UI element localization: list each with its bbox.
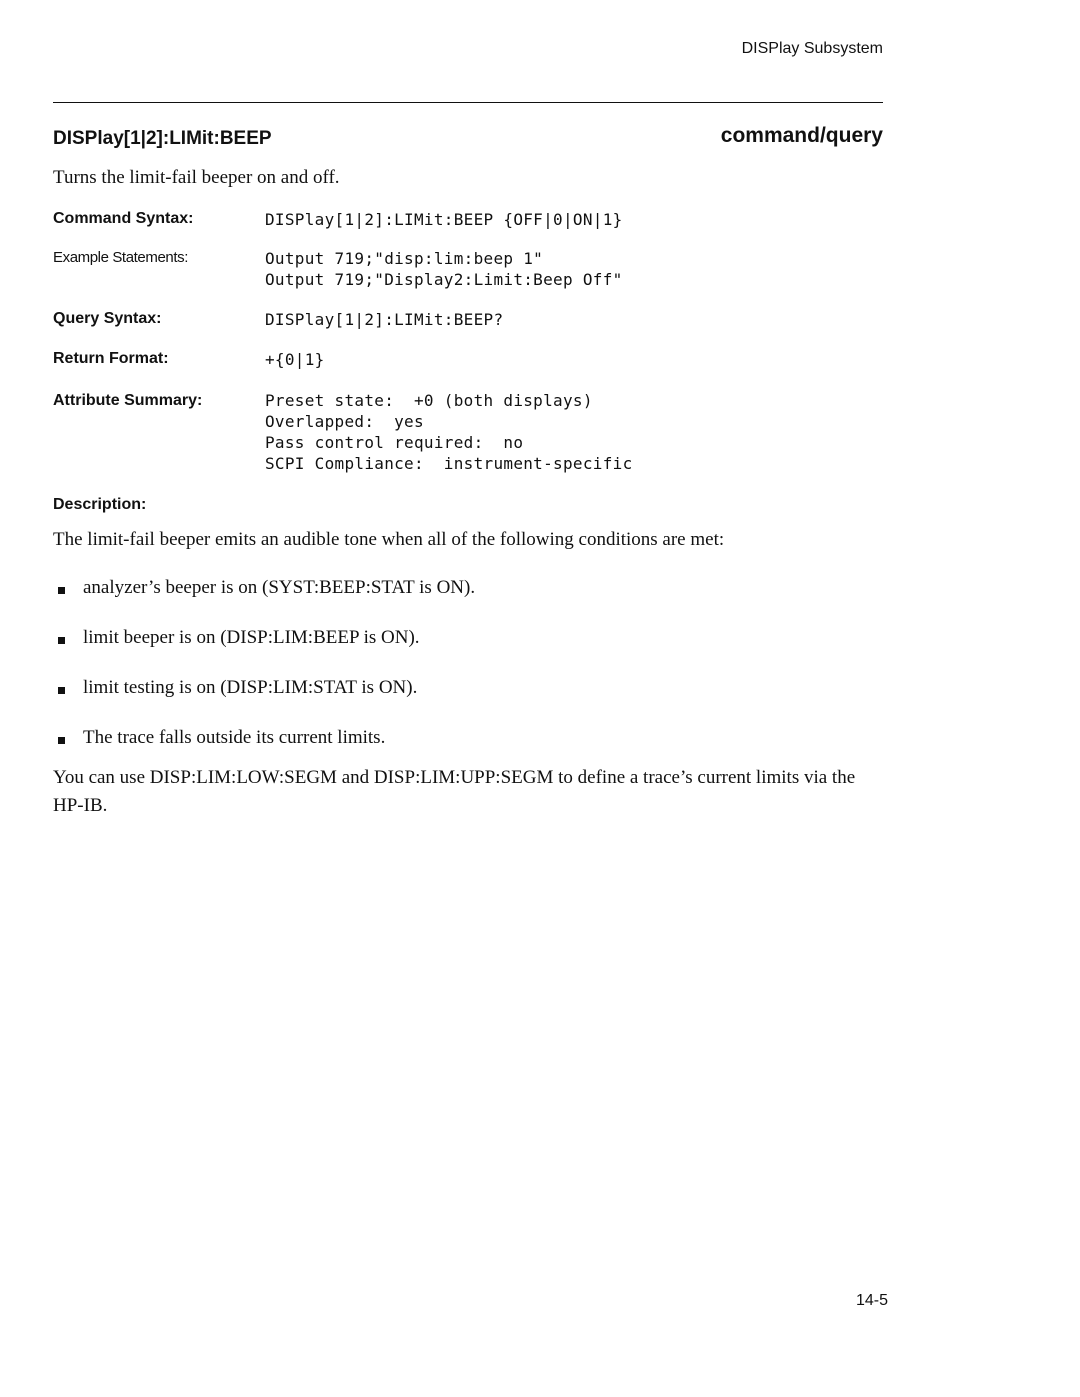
list-item-text: The trace falls outside its current limits. xyxy=(83,727,386,748)
command-title: DISPlay[1|2]:LIMit:BEEP xyxy=(53,128,272,149)
query-syntax-label: Query Syntax: xyxy=(53,310,162,327)
bullet-icon xyxy=(58,687,65,694)
list-item-text: limit beeper is on (DISP:LIM:BEEP is ON). xyxy=(83,627,420,648)
list-item-text: analyzer’s beeper is on (SYST:BEEP:STAT is ON). xyxy=(83,577,476,598)
command-type: command/query xyxy=(720,124,883,147)
list-item xyxy=(58,677,417,699)
example-statements-label: Example Statements: xyxy=(53,249,188,266)
bullet-icon xyxy=(58,737,65,744)
attribute-line: Overlapped: yes xyxy=(265,412,424,431)
list-item xyxy=(58,727,385,749)
command-syntax-value: DISPlay[1|2]:LIMit:BEEP {OFF|0|ON|1} xyxy=(265,210,623,229)
description-heading: Description: xyxy=(53,496,147,513)
list-item xyxy=(58,577,475,599)
list-item-text: limit testing is on (DISP:LIM:STAT is ON). xyxy=(83,677,418,698)
list-item xyxy=(58,627,420,649)
command-syntax-label: Command Syntax: xyxy=(53,210,194,227)
header-rule xyxy=(53,102,883,103)
attribute-line: SCPI Compliance: instrument-specific xyxy=(265,454,633,473)
bullet-icon xyxy=(58,637,65,644)
query-syntax-value: DISPlay[1|2]:LIMit:BEEP? xyxy=(265,310,504,329)
attribute-line: Preset state: +0 (both displays) xyxy=(265,391,593,410)
command-summary: Turns the limit-fail beeper on and off. xyxy=(53,167,340,188)
description-intro: The limit-fail beeper emits an audible tone when all of the following conditions are met: xyxy=(53,529,725,550)
bullet-icon xyxy=(58,587,65,594)
attribute-summary-label: Attribute Summary: xyxy=(53,392,203,409)
example-statement-line: Output 719;"Display2:Limit:Beep Off" xyxy=(265,270,623,289)
return-format-value: +{0|1} xyxy=(265,350,325,369)
attribute-line: Pass control required: no xyxy=(265,433,524,452)
running-head: DISPlay Subsystem xyxy=(741,40,883,57)
description-closing: You can use DISP:LIM:LOW:SEGM and DISP:LIM:UPP:SEGM to define a trace’s current limits via the HP-IB. xyxy=(53,767,856,816)
return-format-label: Return Format: xyxy=(53,350,169,367)
page-number: 14-5 xyxy=(855,1292,888,1309)
example-statement-line: Output 719;"disp:lim:beep 1" xyxy=(265,249,544,268)
